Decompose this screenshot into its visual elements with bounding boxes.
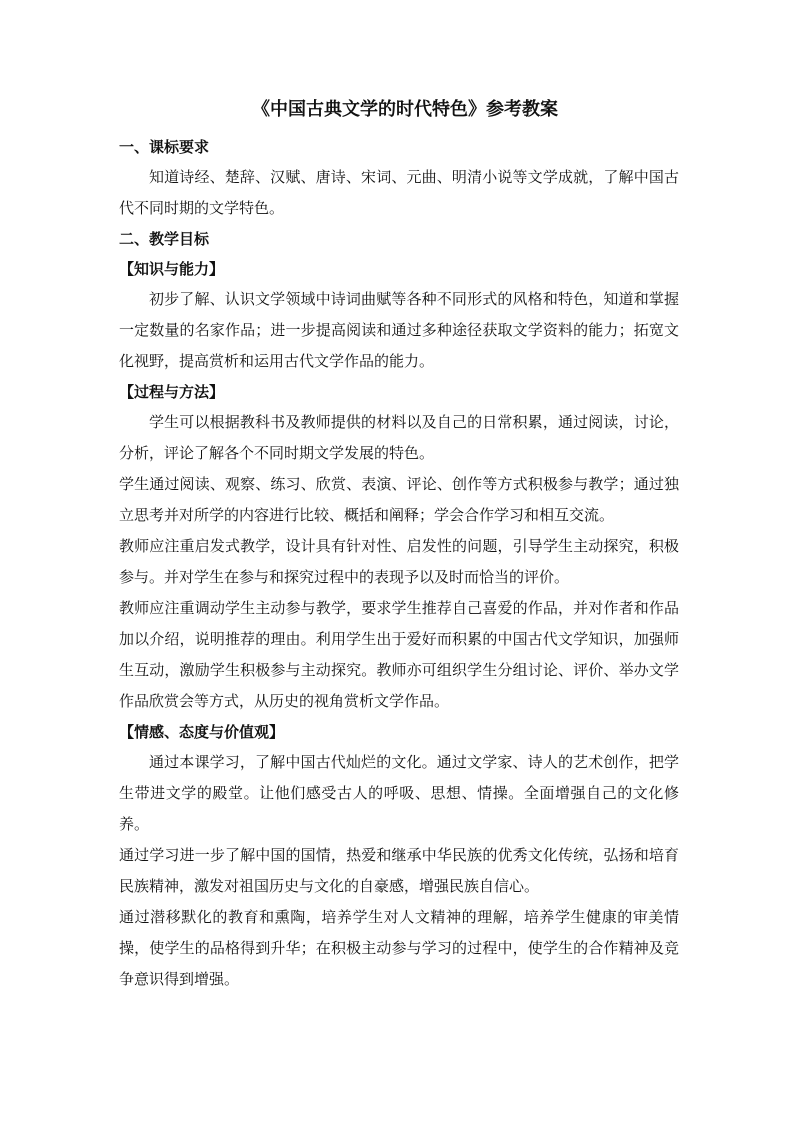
paragraph-emotion-values-2: 通过学习进一步了解中国的国情，热爱和继承中华民族的优秀文化传统，弘扬和培育民族精神，激发对祖国历史与文化的自豪感，增强民族自信心。	[119, 846, 679, 895]
paragraph-process-method-4: 教师应注重调动学生主动参与教学，要求学生推荐自己喜爱的作品，并对作者和作品加以介绍，说明推荐的理由。利用学生出于爱好而积累的中国古代文学知识，加强师生互动，激励学生积极参与主动探究。教师亦可组织学生分组讨论、评价、举办文学作品欣赏会等方式，从历史的视角赏析文学作品。	[119, 599, 679, 710]
paragraph-knowledge-ability: 初步了解、认识文学领域中诗词曲赋等各种不同形式的风格和特色，知道和掌握一定数量的名家作品；进一步提高阅读和通过多种途径获取文学资料的能力；拓宽文化视野，提高赏析和运用古代文学作品的能力。	[119, 290, 679, 370]
document-page	[119, 98, 679, 995]
paragraph-process-method-2: 学生通过阅读、观察、练习、欣赏、表演、评论、创作等方式积极参与教学；通过独立思考并对所学的内容进行比较、概括和阐释；学会合作学习和相互交流。	[119, 475, 679, 524]
paragraph-emotion-values-1: 通过本课学习，了解中国古代灿烂的文化。通过文学家、诗人的艺术创作，把学生带进文学的殿堂。让他们感受古人的呼吸、思想、情操。全面增强自己的文化修养。	[119, 753, 679, 833]
paragraph-process-method-1: 学生可以根据教科书及教师提供的材料以及自己的日常积累，通过阅读，讨论，分析，评论了解各个不同时期文学发展的特色。	[119, 413, 679, 462]
section-heading-standards: 一、课标要求	[119, 138, 210, 156]
section-heading-objectives: 二、教学目标	[119, 230, 210, 248]
paragraph-emotion-values-3: 通过潜移默化的教育和熏陶，培养学生对人文精神的理解，培养学生健康的审美情操，使学生的品格得到升华；在积极主动参与学习的过程中，使学生的合作精神及竞争意识得到增强。	[119, 908, 679, 988]
paragraph-standards: 知道诗经、楚辞、汉赋、唐诗、宋词、元曲、明清小说等文学成就，了解中国古代不同时期的文学特色。	[119, 168, 679, 217]
paragraph-process-method-3: 教师应注重启发式教学，设计具有针对性、启发性的问题，引导学生主动探究，积极参与。并对学生在参与和探究过程中的表现予以及时而恰当的评价。	[119, 537, 679, 586]
subheading-process-method: 【过程与方法】	[119, 383, 225, 401]
document-title: 《中国古典文学的时代特色》参考教案	[252, 99, 558, 120]
subheading-knowledge-ability: 【知识与能力】	[119, 260, 225, 278]
subheading-emotion-values: 【情感、态度与价值观】	[119, 723, 285, 741]
